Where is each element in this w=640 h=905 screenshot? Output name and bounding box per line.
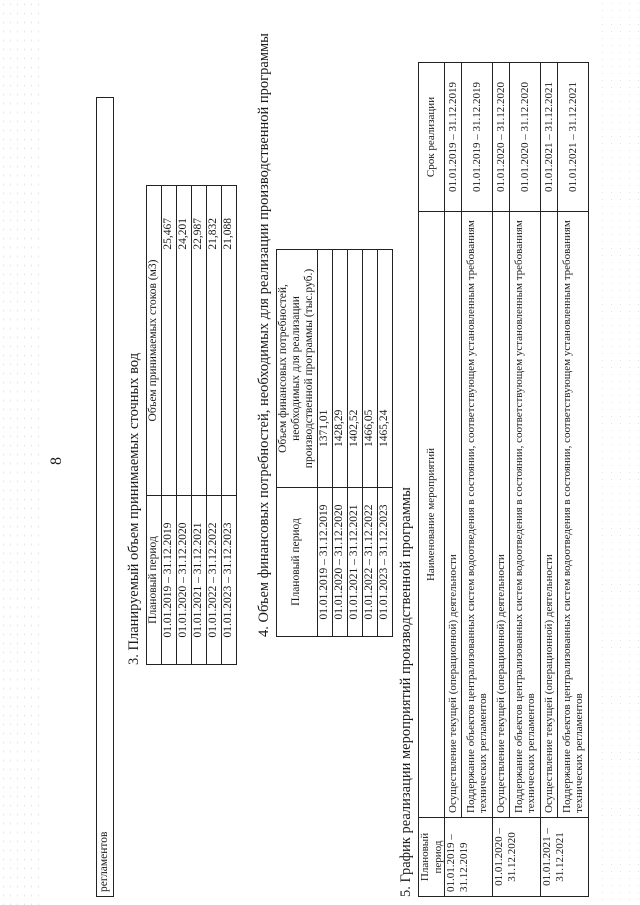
table-row: [362, 250, 377, 637]
top-table-remnant: [96, 97, 114, 897]
table-row: [317, 250, 332, 637]
table-header-row: [277, 250, 318, 637]
period-cell: 01.01.2020 – 31.12.2020: [177, 496, 192, 665]
period-cell: 01.01.2019 – 31.12.2019: [162, 496, 177, 665]
top-remnant-cell: регламентов: [97, 98, 114, 897]
value-cell: 1465,24: [377, 250, 392, 488]
term-cell: 01.01.2019 – 31.12.2019: [445, 63, 462, 212]
table-row: [222, 186, 237, 665]
table-header-row: [419, 63, 445, 897]
period-cell: 01.01.2022 – 31.12.2022: [207, 496, 222, 665]
term-cell: 01.01.2019 – 31.12.2019: [462, 63, 493, 212]
table-row: [332, 250, 347, 637]
table-row: [177, 186, 192, 665]
section3-title: 3. Планируемый объем принимаемых сточных вод: [126, 352, 142, 665]
value-cell: 22,987: [192, 186, 207, 496]
period-cell: 01.01.2019 – 31.12.2019: [445, 818, 493, 897]
table-row: [377, 250, 392, 637]
period-cell: 01.01.2020 – 31.12.2020: [493, 818, 541, 897]
term-cell: 01.01.2020 – 31.12.2020: [510, 63, 541, 212]
table-header-row: [147, 186, 162, 665]
table-row: [192, 186, 207, 665]
value-cell: 1402,52: [347, 250, 362, 488]
table-row: [462, 63, 493, 897]
header-volume: Объем принимаемых стоков (м3): [147, 186, 162, 496]
activity-cell: Поддержание объектов централизованных систем водоотведения в состоянии, соответствующем установленным требованиям технических регламентов: [510, 212, 541, 818]
header-term: Срок реализации: [419, 63, 445, 212]
table-row: [445, 63, 462, 897]
section5-table: [418, 62, 589, 897]
header-period: Плановый период: [419, 818, 445, 897]
table-row: [510, 63, 541, 897]
table-row: [493, 63, 510, 897]
table-row: [541, 63, 558, 897]
period-cell: 01.01.2021 – 31.12.2021: [541, 818, 589, 897]
value-cell: 24,201: [177, 186, 192, 496]
table-row: [558, 63, 589, 897]
activity-cell: Осуществление текущей (операционной) деятельности: [493, 212, 510, 818]
period-cell: 01.01.2022 – 31.12.2022: [362, 488, 377, 637]
period-cell: 01.01.2023 – 31.12.2023: [222, 496, 237, 665]
activity-cell: Осуществление текущей (операционной) деятельности: [541, 212, 558, 818]
activity-cell: Поддержание объектов централизованных систем водоотведения в состоянии, соответствующем установленным требованиям технических регламентов: [558, 212, 589, 818]
section4-table: [276, 249, 393, 637]
value-cell: 1428,29: [332, 250, 347, 488]
value-cell: 21,088: [222, 186, 237, 496]
value-cell: 21,832: [207, 186, 222, 496]
term-cell: 01.01.2021 – 31.12.2021: [541, 63, 558, 212]
term-cell: 01.01.2021 – 31.12.2021: [558, 63, 589, 212]
value-cell: 1371,01: [317, 250, 332, 488]
activity-cell: Осуществление текущей (операционной) деятельности: [445, 212, 462, 818]
header-finance: Объем финансовых потребностей, необходимых для реализации производственной программы (тыс.руб.): [277, 250, 318, 488]
activity-cell: Поддержание объектов централизованных систем водоотведения в состоянии, соответствующем установленным требованиям технических регламентов: [462, 212, 493, 818]
value-cell: 25,467: [162, 186, 177, 496]
period-cell: 01.01.2021 – 31.12.2021: [192, 496, 207, 665]
period-cell: 01.01.2023 – 31.12.2023: [377, 488, 392, 637]
table-row: [207, 186, 222, 665]
header-activity: Наименование мероприятий: [419, 212, 445, 818]
page-number: 8: [48, 457, 65, 465]
table-row: [162, 186, 177, 665]
section4-title: 4. Объем финансовых потребностей, необходимых для реализации производственной программы: [256, 33, 272, 637]
header-period: Плановый период: [277, 488, 318, 637]
period-cell: 01.01.2019 – 31.12.2019: [317, 488, 332, 637]
table-row: [347, 250, 362, 637]
header-period: Плановый период: [147, 496, 162, 665]
term-cell: 01.01.2020 – 31.12.2020: [493, 63, 510, 212]
section3-table: [146, 185, 237, 665]
period-cell: 01.01.2020 – 31.12.2020: [332, 488, 347, 637]
value-cell: 1466,05: [362, 250, 377, 488]
section5-title: 5. График реализации мероприятий производственной программы: [398, 487, 414, 897]
period-cell: 01.01.2021 – 31.12.2021: [347, 488, 362, 637]
